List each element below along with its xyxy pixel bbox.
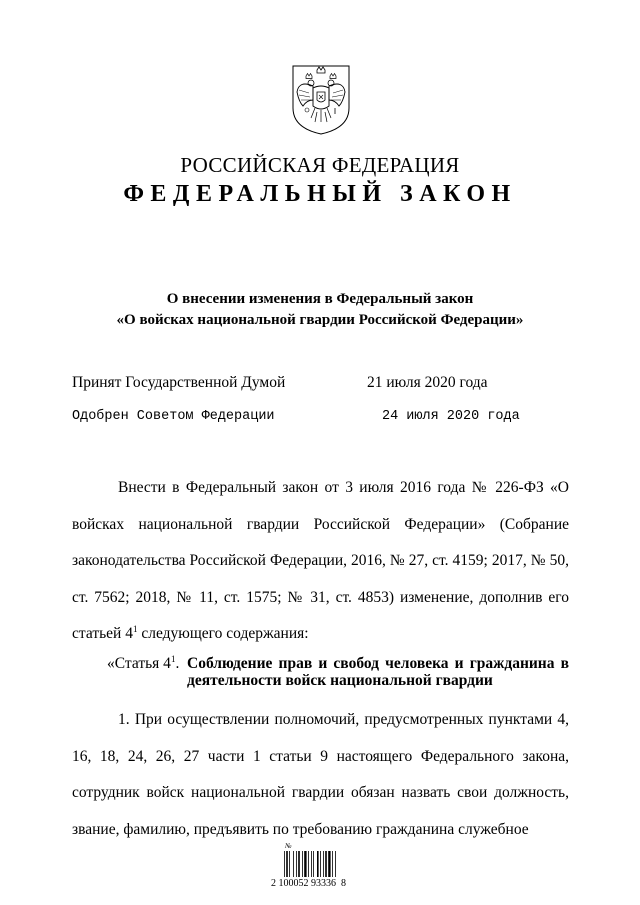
article-superscript: 1 [170,654,176,664]
intro-text: Внести в Федеральный закон от 3 июля 2016 года № 226-ФЗ «О войсках национальной гвардии Российской Федерации» (Собрание законодательства Российской Федерации, 2016, № 27, ст. 4159; 2017, № 50, ст. 7562; 2018, № 11, ст. 1575; № 31, ст. 4853) изменение, дополнив его статьей 4 [72,479,569,642]
intro-superscript: 1 [132,624,138,634]
law-subject-line-2: «О войсках национальной гвардии Российской Федерации» [116,312,524,328]
law-type-title: ФЕДЕРАЛЬНЫЙ ЗАКОН [123,181,517,207]
country-name: РОССИЙСКАЯ ФЕДЕРАЦИЯ [180,153,460,177]
intro-paragraph [72,470,569,653]
law-subject [0,289,640,331]
barcode [283,851,349,877]
article-prefix-text: «Статья 4 [107,655,171,672]
council-approval-date: 24 июля 2020 года [382,409,520,424]
council-approval-label: Одобрен Советом Федерации [72,409,275,424]
law-subject-line-1: О внесении изменения в Федеральный закон [166,291,474,307]
clause-1-paragraph: 1. При осуществлении полномочий, предусмотренных пунктами 4, 16, 18, 24, 26, 27 части 1 статьи 9 настоящего Федерального закона, сотрудник войск национальной гвардии обязан назвать свои должность, звание, фамилию, предъявить по требованию гражданина служебное [72,711,569,838]
article-heading: Соблюдение прав и свобод человека и гражданина в деятельности войск национальной гвардии [187,655,569,689]
barcode-sign: № [285,842,292,850]
barcode-number: 2 100052 93336 8 [271,878,346,889]
coat-of-arms-emblem [289,62,353,136]
duma-adoption-label: Принят Государственной Думой [72,374,286,391]
duma-adoption-date: 21 июля 2020 года [367,374,488,391]
article-prefix: «Статья $4^1$. [107,654,180,672]
intro-tail: следующего содержания: [137,625,309,642]
